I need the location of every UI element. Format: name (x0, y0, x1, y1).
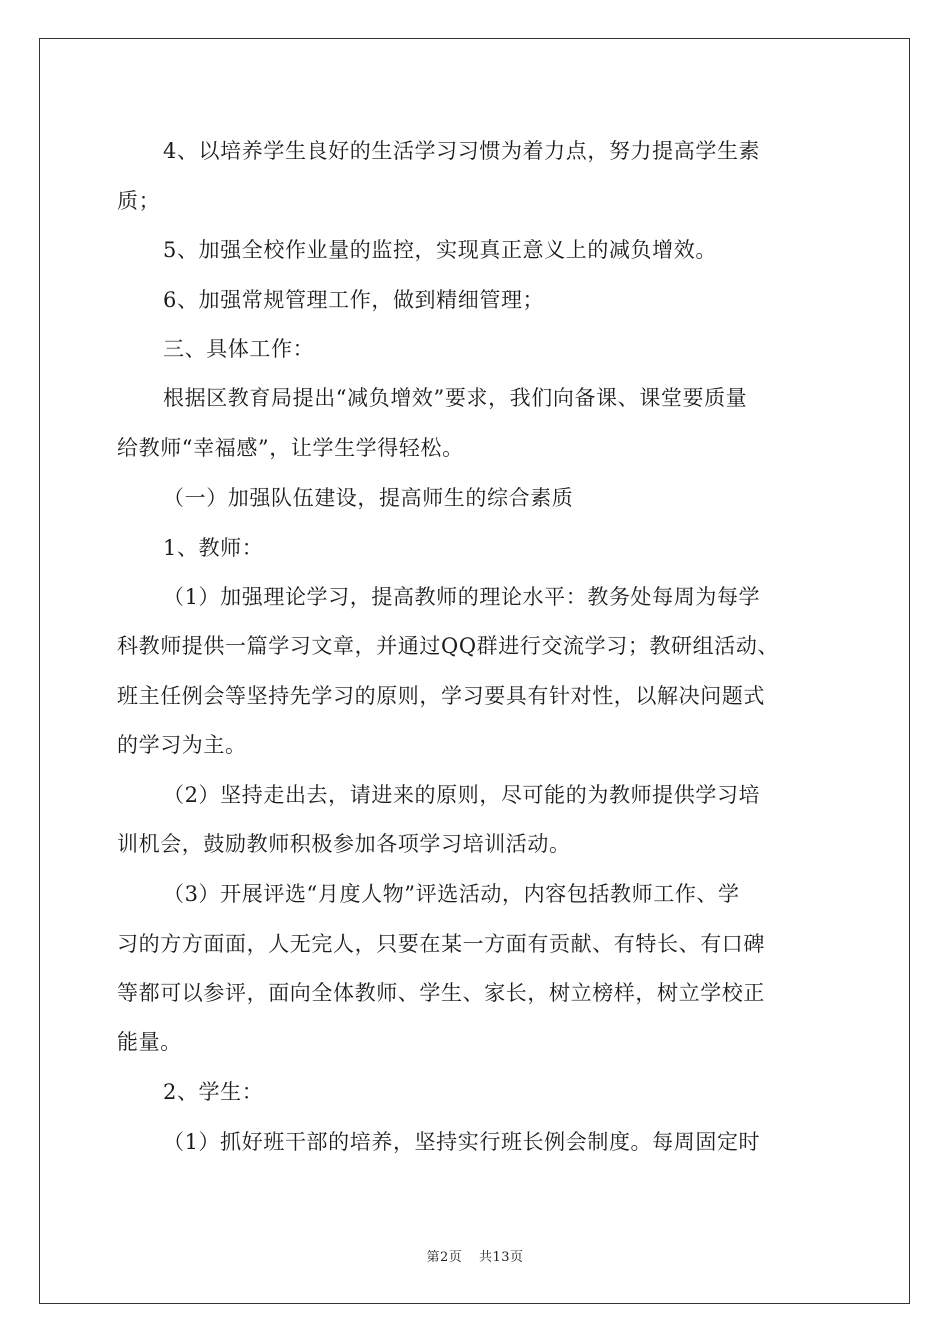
text-line: 4、以培养学生良好的生活学习习惯为着力点，努力提高学生素 (163, 139, 761, 163)
text-line: 5、加强全校作业量的监控，实现真正意义上的减负增效。 (163, 238, 717, 262)
text-line: 能量。 (117, 1030, 182, 1054)
section-heading: 三、具体工作： (163, 337, 315, 361)
text-line: （2）坚持走出去，请进来的原则，尽可能的为教师提供学习培 (163, 783, 761, 807)
text-line: 等都可以参评，面向全体教师、学生、家长，树立榜样，树立学校正 (117, 981, 765, 1005)
text-line: （3）开展评选“月度人物”评选活动，内容包括教师工作、学 (163, 882, 740, 906)
text-line: （1）加强理论学习，提高教师的理论水平：教务处每周为每学 (163, 585, 761, 609)
text-line: 根据区教育局提出“减负增效”要求，我们向备课、课堂要质量 (163, 386, 748, 410)
text-line: 习的方方面面，人无完人，只要在某一方面有贡献、有特长、有口碑 (117, 932, 765, 956)
text-line: 给教师“幸福感”，让学生学得轻松。 (117, 436, 464, 460)
subsection-heading: 2、学生： (163, 1080, 264, 1104)
text-line: （1）抓好班干部的培养，坚持实行班长例会制度。每周固定时 (163, 1130, 761, 1154)
subsection-heading: 1、教师： (163, 536, 264, 560)
text-line: 科教师提供一篇学习文章，并通过QQ群进行交流学习；教研组活动、 (117, 634, 780, 658)
subsection-heading: （一）加强队伍建设，提高师生的综合素质 (163, 486, 574, 510)
page-footer (0, 1246, 950, 1265)
text-line: 质； (117, 189, 161, 213)
text-line: 训机会，鼓励教师积极参加各项学习培训活动。 (117, 832, 571, 856)
text-line: 的学习为主。 (117, 733, 247, 757)
page-total: 共13页 (478, 1250, 524, 1265)
page-number: 第2页 (426, 1250, 463, 1265)
text-line: 6、加强常规管理工作，做到精细管理； (163, 288, 545, 312)
page-frame (39, 38, 910, 1304)
text-line: 班主任例会等坚持先学习的原则，学习要具有针对性，以解决问题式 (117, 684, 765, 708)
